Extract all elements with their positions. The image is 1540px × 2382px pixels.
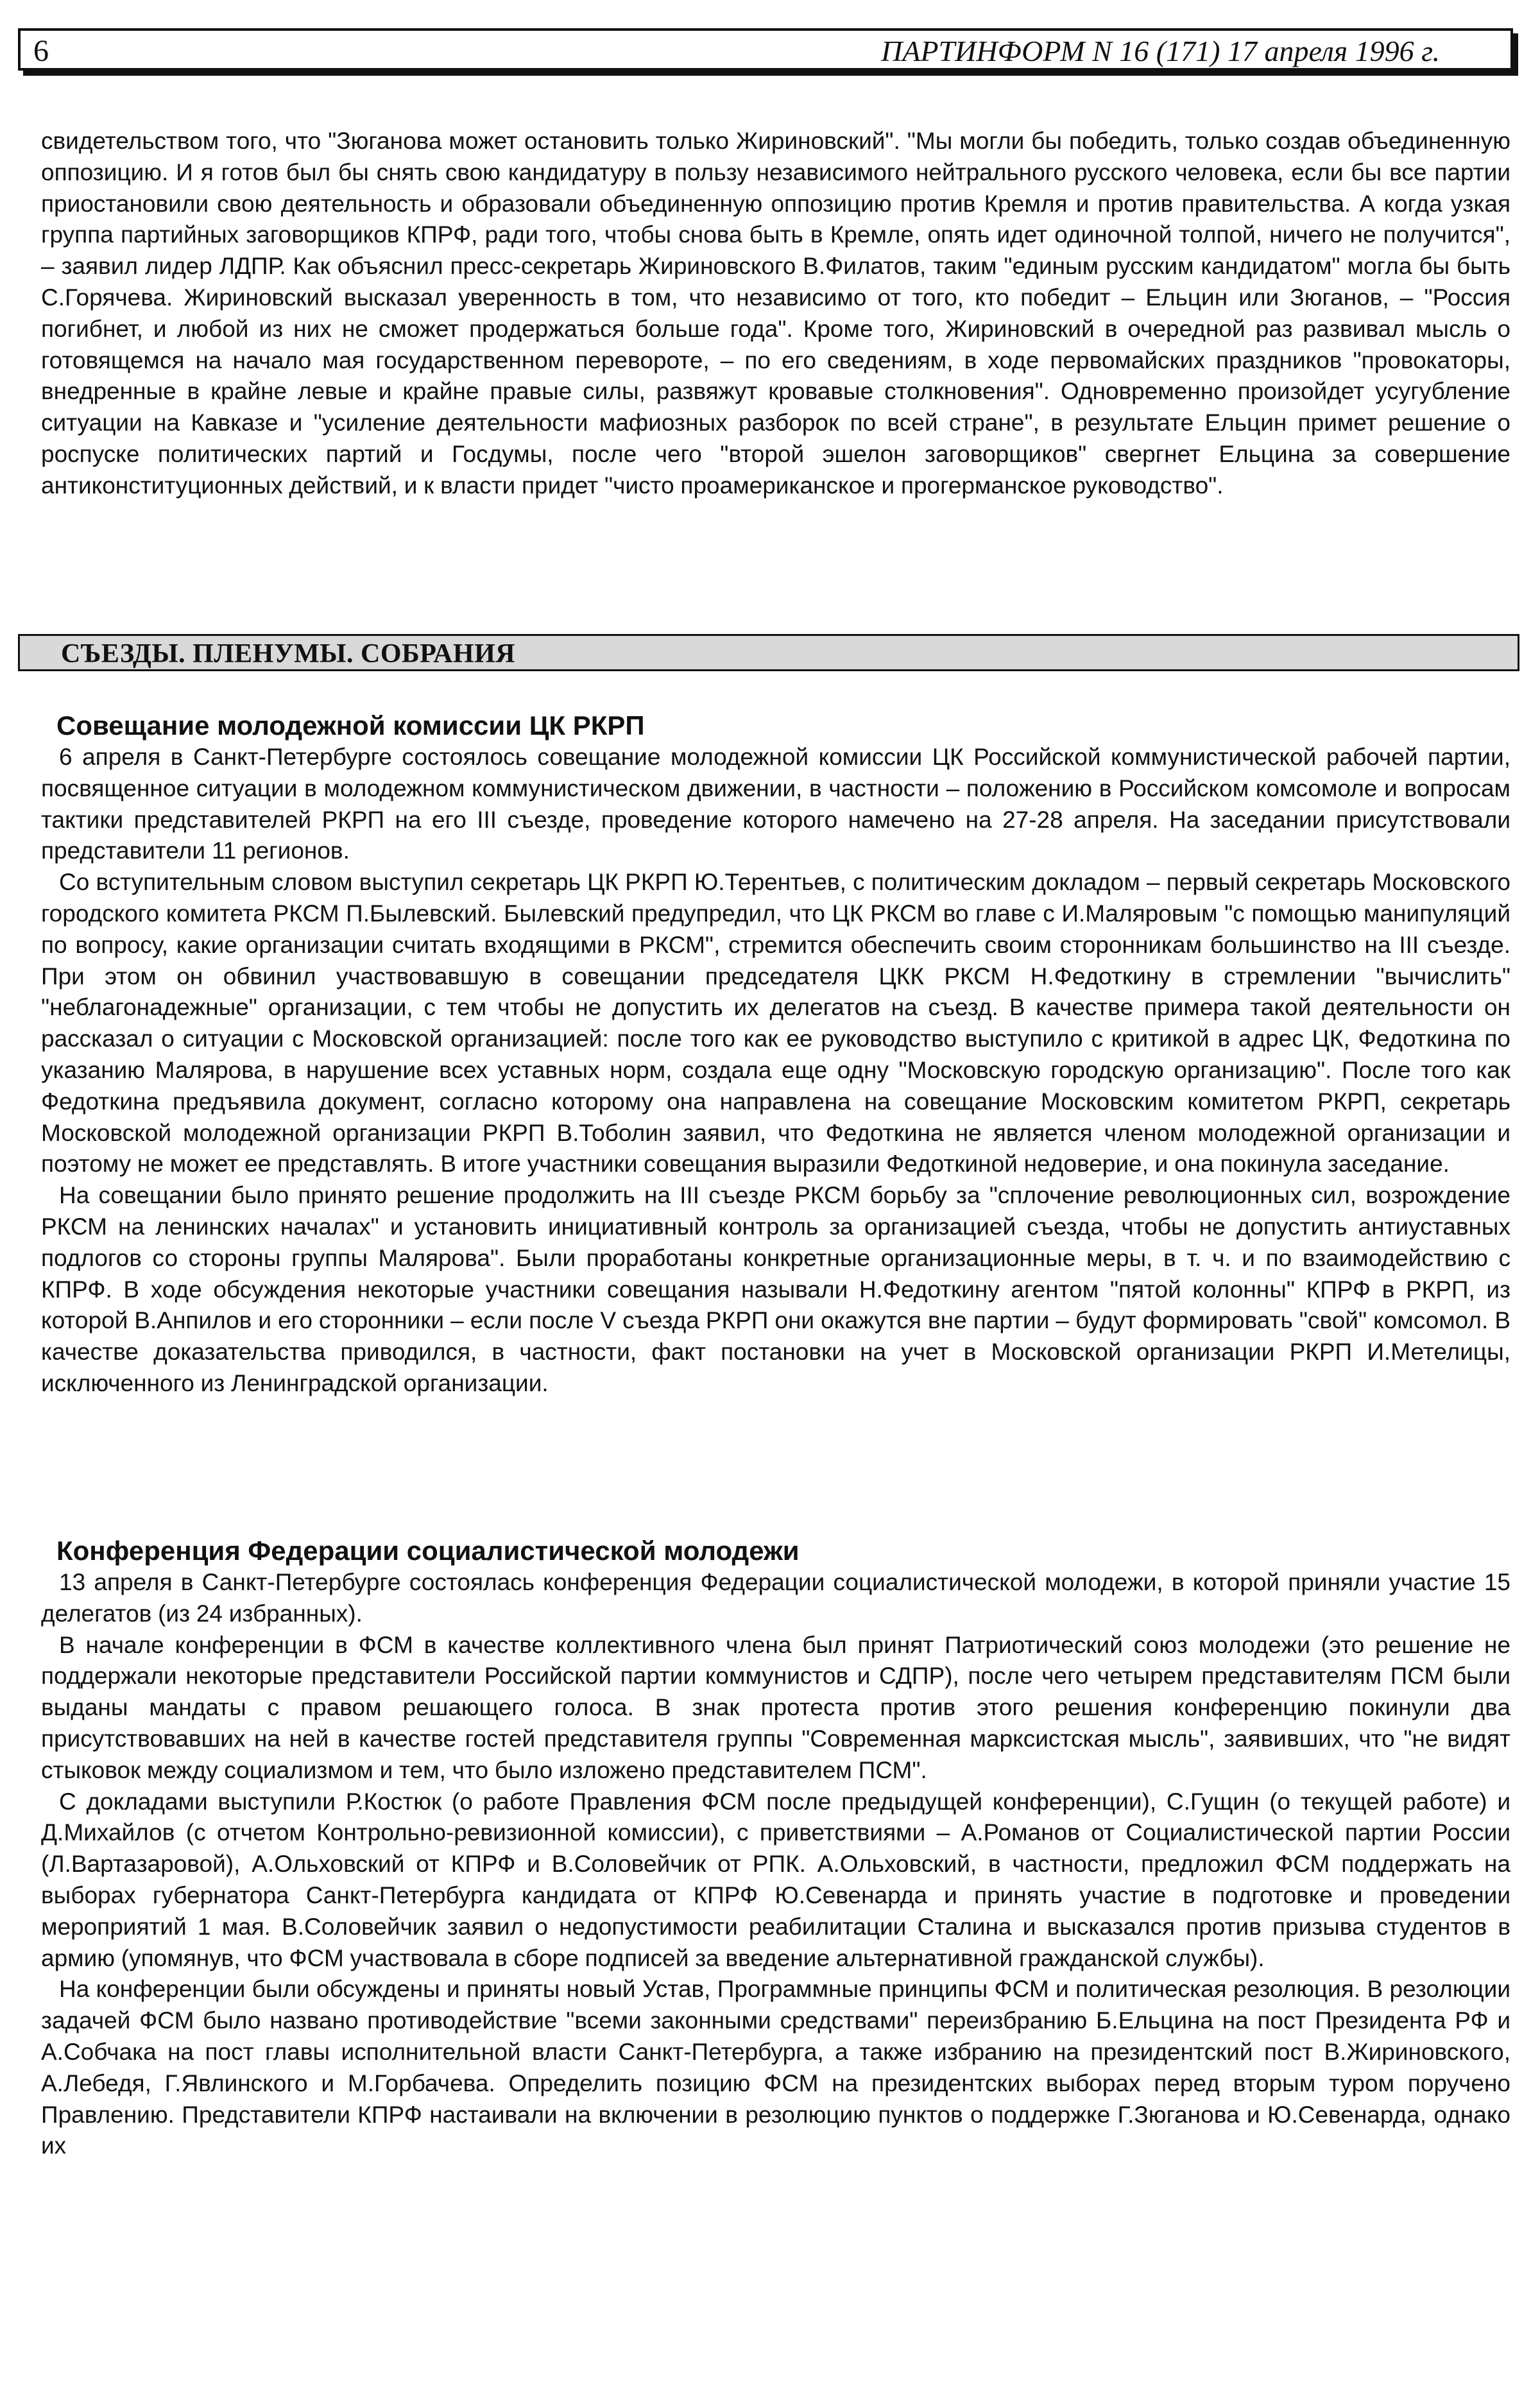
publication-title: ПАРТИНФОРМ N 16 (171) 17 апреля 1996 г.	[881, 35, 1440, 67]
page-number: 6	[33, 34, 49, 68]
article-paragraph: В начале конференции в ФСМ в качестве коллективного члена был принят Патриотический союз молодежи (это решение не поддержали некоторые представители Российской партии коммунистов и СДПР), после чего четырем представителям ПСМ были выданы мандаты с правом решающего голоса. В знак протеста против этого решения конференцию покинули два присутствовавших на ней в качестве гостей представителя группы "Современная марксистская мысль", заявивших, что "не видят стыковок между социализмом и тем, что было изложено представителем ПСМ".	[41, 1631, 1510, 1783]
article-youth-commission	[41, 710, 1510, 1400]
article-title: Конференция Федерации социалистической молодежи	[56, 1536, 800, 1566]
article-paragraph: С докладами выступили Р.Костюк (о работе Правления ФСМ после предыдущей конференции), С.Гущин (о текущей работе) и Д.Михайлов (с отчетом Контрольно-ревизионной комиссии), с приветствиями – А.Романов от Социалистической партии России (Л.Вартазаровой), А.Ольховский от КПРФ и В.Соловейчик от РПК. А.Ольховский, в частности, предложил ФСМ поддержать на выборах губернатора Санкт-Петербурга кандидата от КПРФ Ю.Севенарда и принять участие в подготовке и проведении мероприятий 1 мая. В.Соловейчик заявил о недопустимости реабилитации Сталина и высказался против призыва студентов в армию (упомянув, что ФСМ участвовала в сборе подписей за введение альтернативной гражданской службы).	[41, 1788, 1510, 1971]
intro-block	[41, 126, 1510, 502]
section-title: СЪЕЗДЫ. ПЛЕНУМЫ. СОБРАНИЯ	[61, 639, 516, 669]
article-paragraph: Со вступительным словом выступил секретарь ЦК РКРП Ю.Терентьев, с политическим докладом – первый секретарь Московского городского комитета РКСМ П.Былевский. Былевский предупредил, что ЦК РКСМ во главе с И.Маляровым "с помощью манипуляций по вопросу, какие организации считать входящими в РКСМ", стремится обеспечить своим сторонникам большинство на III съезде. При этом он обвинил участвовавшую в совещании председателя ЦКК РКСМ Н.Федоткину в стремлении "вычислить" "неблагонадежные" организации, с тем чтобы не допустить их делегатов на съезд. В качестве примера такой деятельности он рассказал о ситуации с Московской организацией: после того как ее руководство выступило с критикой в адрес ЦК, Федоткина по указанию Малярова, в нарушение всех уставных норм, создала еще одну "Московскую городскую организацию". После того как Федоткина предъявила документ, согласно которому она направлена на совещание Московским комитетом РКРП, секретарь Московской молодежной организации РКРП В.Тоболин заявил, что Федоткина не является членом молодежной организации и поэтому не может ее представлять. В итоге участники совещания выразили Федоткиной недоверие, и она покинула заседание.	[41, 869, 1510, 1178]
article-paragraph: 6 апреля в Санкт-Петербурге состоялось совещание молодежной комиссии ЦК Российской коммунистической рабочей партии, посвященное ситуации в молодежном коммунистическом движении, в частности – положению в Российском комсомоле и вопросам тактики представителей РКРП на его III съезде, проведение которого намечено на 27-28 апреля. На заседании присутствовали представители 11 регионов.	[41, 744, 1510, 864]
intro-paragraph: свидетельством того, что "Зюганова может остановить только Жириновский". "Мы могли бы победить, только создав объединенную оппозицию. И я готов был бы снять свою кандидатуру в пользу независимого нейтрального русского человека, если бы все партии приостановили свою деятельность и образовали объединенную оппозицию против Кремля и против правительства. А когда узкая группа партийных заговорщиков КПРФ, ради того, чтобы снова быть в Кремле, опять идет одиночной толпой, ничего не получится", – заявил лидер ЛДПР. Как объяснил пресс-секретарь Жириновского В.Филатов, таким "единым русским кандидатом" могла бы быть С.Горячева. Жириновский высказал уверенность в том, что независимо от того, кто победит – Ельцин или Зюганов, – "Россия погибнет, и любой из них не сможет продержаться больше года". Кроме того, Жириновский в очередной раз развивал мысль о готовящемся на начало мая государственном перевороте, – по его сведениям, в ходе первомайских праздников "провокаторы, внедренные в крайне левые и крайне правые силы, развяжут кровавые столкновения". Одновременно произойдет усугубление ситуации на Кавказе и "усиление деятельности мафиозных разборок по всей стране", в результате Ельцин примет решение о роспуске политических партий и Госдумы, после чего "второй эшелон заговорщиков" свергнет Ельцина за совершение антиконституционных действий, и к власти придет "чисто проамериканское и прогерманское руководство".	[41, 128, 1510, 499]
article-title: Совещание молодежной комиссии ЦК РКРП	[56, 710, 645, 741]
article-socialist-youth-conference	[41, 1535, 1510, 2162]
article-paragraph: На совещании было принято решение продолжить на III съезде РКСМ борьбу за "сплочение революционных сил, возрождение РКСМ на ленинских началах" и установить инициативный контроль за организацией съезда, чтобы не допустить антиуставных подлогов со стороны группы Малярова". Были проработаны конкретные организационные меры, в т. ч. и по взаимодействию с КПРФ. В ходе обсуждения некоторые участники совещания называли Н.Федоткину агентом "пятой колонны" КПРФ в РКРП, из которой В.Анпилов и его сторонники – если после V съезда РКРП они окажутся вне партии – будут формировать "свой" комсомол. В качестве доказательства приводился, в частности, факт постановки на учет в Московской организации РКРП И.Метелицы, исключенного из Ленинградской организации.	[41, 1182, 1510, 1396]
article-paragraph: 13 апреля в Санкт-Петербурге состоялась конференция Федерации социалистической молодежи, в которой приняли участие 15 делегатов (из 24 избранных).	[41, 1569, 1510, 1627]
article-paragraph: На конференции были обсуждены и приняты новый Устав, Программные принципы ФСМ и политическая резолюция. В резолюции задачей ФСМ было названо противодействие "всеми законными средствами" переизбранию Б.Ельцина на пост Президента РФ и А.Собчака на пост главы исполнительной власти Санкт-Петербурга, а также избранию на президентский пост В.Жириновского, А.Лебедя, Г.Явлинского и М.Горбачева. Определить позицию ФСМ на президентских выборах перед вторым туром поручено Правлению. Представители КПРФ настаивали на включении в резолюцию пунктов о поддержке Г.Зюганова и Ю.Севенарда, однако их	[41, 1976, 1510, 2159]
section-header	[18, 634, 1519, 671]
page-header	[18, 28, 1513, 71]
